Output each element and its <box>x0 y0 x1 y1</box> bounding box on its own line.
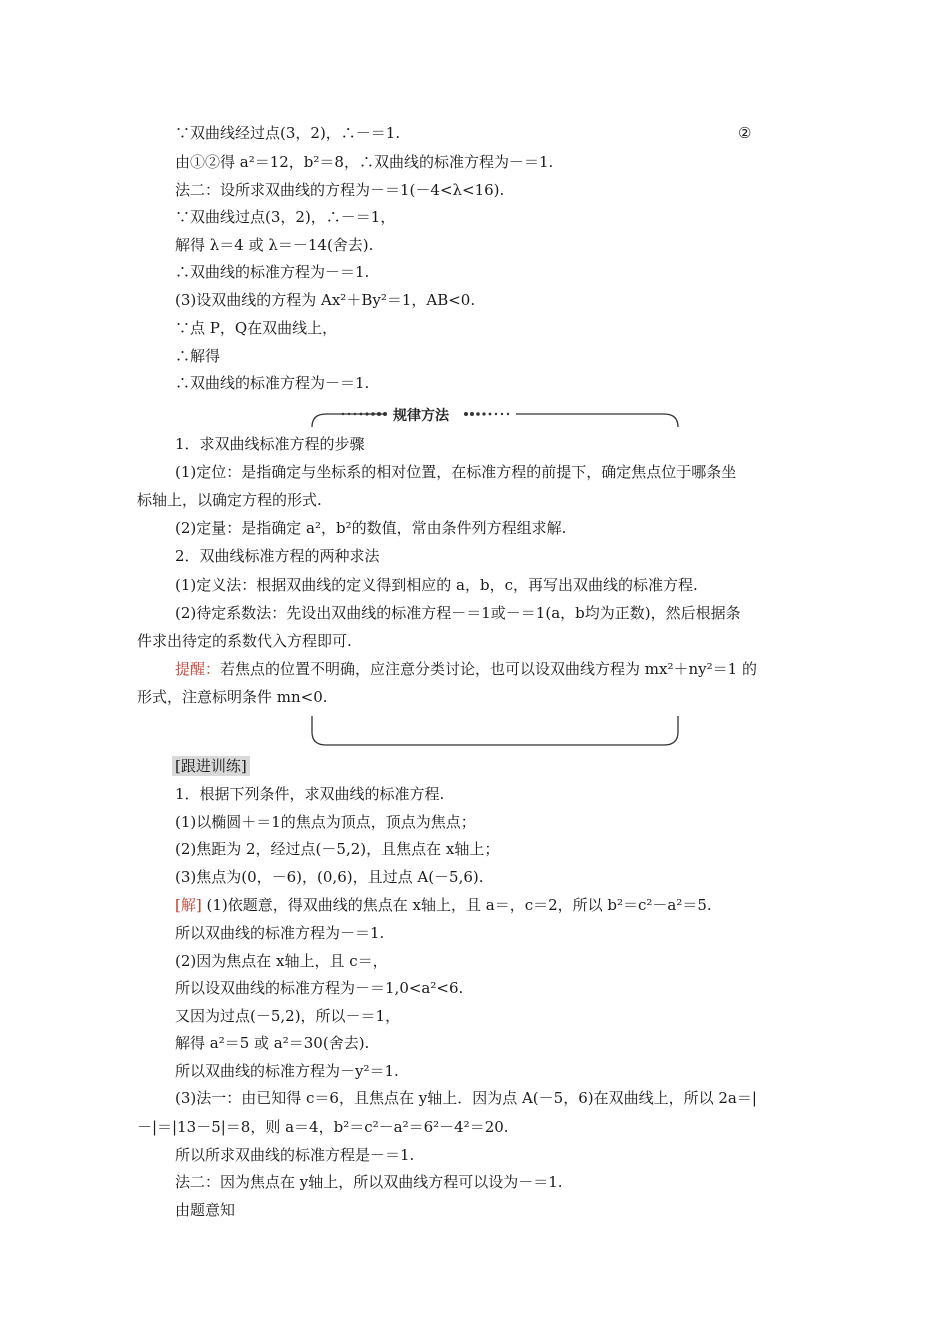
text-line: ∴双曲线的标准方程为－＝1. <box>175 374 370 392</box>
text-line: 1．根据下列条件，求双曲线的标准方程. <box>175 785 445 803</box>
text-line: (3)焦点为(0，－6)，(0,6)，且过点 A(－5,6). <box>175 868 484 886</box>
text-line: 法二：设所求双曲线的方程为－＝1(－4<λ<16). <box>175 181 505 199</box>
text-line: (2)因为焦点在 x轴上，且 c＝， <box>175 952 388 970</box>
text-line: 解得 λ＝4 或 λ＝－14(舍去). <box>175 236 374 254</box>
text-line: 2．双曲线标准方程的两种求法 <box>175 547 380 565</box>
method-box-title: 规律方法 <box>393 408 449 424</box>
text-line: 所以双曲线的标准方程为－＝1. <box>175 924 385 942</box>
solution-line <box>175 895 712 915</box>
text-line: (3)设双曲线的方程为 Ax²＋By²＝1，AB<0. <box>175 291 476 309</box>
text-line: 件求出待定的系数代入方程即可. <box>137 632 352 650</box>
remark-label: 提醒： <box>175 660 221 678</box>
text-line: (1)定位：是指确定与坐标系的相对位置，在标准方程的前提下，确定焦点位于哪条坐 <box>175 463 737 481</box>
text-line: ∴解得 <box>175 347 221 365</box>
text-line: (1)定义法：根据双曲线的定义得到相应的 a，b，c，再写出双曲线的标准方程. <box>175 576 698 594</box>
text-line: (1)以椭圆＋＝1的焦点为顶点，顶点为焦点； <box>175 813 476 831</box>
training-tag: [跟进训练] <box>172 756 250 776</box>
text-line: 由①②得 a²＝12，b²＝8，∴双曲线的标准方程为－＝1. <box>175 153 554 171</box>
equation-marker: ② <box>738 124 752 142</box>
text-line: ∴双曲线的标准方程为－＝1. <box>175 263 370 281</box>
text-line: 1．求双曲线标准方程的步骤 <box>175 435 365 453</box>
text-line: 又因为过点(－5,2)，所以－＝1， <box>175 1007 401 1025</box>
text-line: 标轴上，以确定方程的形式. <box>137 491 322 509</box>
text-line: 形式，注意标明条件 mn<0. <box>137 688 328 706</box>
text-line: (2)待定系数法：先设出双曲线的标准方程－＝1或－＝1(a，b均为正数)，然后根据条 <box>175 604 741 622</box>
text-line: 所以所求双曲线的标准方程是－＝1. <box>175 1146 415 1164</box>
solution-label: [解] <box>175 896 202 914</box>
text-line: ∵点 P，Q在双曲线上， <box>175 319 338 337</box>
remark-line <box>175 659 757 679</box>
text-line: 法二：因为焦点在 y轴上，所以双曲线方程可以设为－＝1. <box>175 1173 563 1191</box>
text-line: (3)法一：由已知得 c＝6，且焦点在 y轴上．因为点 A(－5，6)在双曲线上，所以 2a＝| <box>175 1089 757 1107</box>
solution-text: (1)依题意，得双曲线的焦点在 x轴上，且 a＝，c＝2，所以 b²＝c²－a²＝5. <box>206 896 712 914</box>
text-line: ∵双曲线过点(3，2)，∴－＝1， <box>175 208 396 226</box>
text-line: (2)焦距为 2，经过点(－5,2)，且焦点在 x轴上； <box>175 840 500 858</box>
text-line: ∵双曲线经过点(3，2)，∴－＝1. <box>175 124 401 142</box>
remark-text: 若焦点的位置不明确，应注意分类讨论，也可以设双曲线方程为 mx²＋ny²＝1 的 <box>220 660 757 678</box>
text-line: 解得 a²＝5 或 a²＝30(舍去). <box>175 1034 370 1052</box>
text-line: －|＝|13－5|＝8，则 a＝4，b²＝c²－a²＝6²－4²＝20. <box>137 1118 509 1136</box>
text-line: 由题意知 <box>175 1201 236 1219</box>
text-line: 所以双曲线的标准方程为－y²＝1. <box>175 1062 399 1080</box>
text-line: 所以设双曲线的标准方程为－＝1,0<a²<6. <box>175 979 464 997</box>
text-line: (2)定量：是指确定 a²，b²的数值，常由条件列方程组求解. <box>175 519 567 537</box>
